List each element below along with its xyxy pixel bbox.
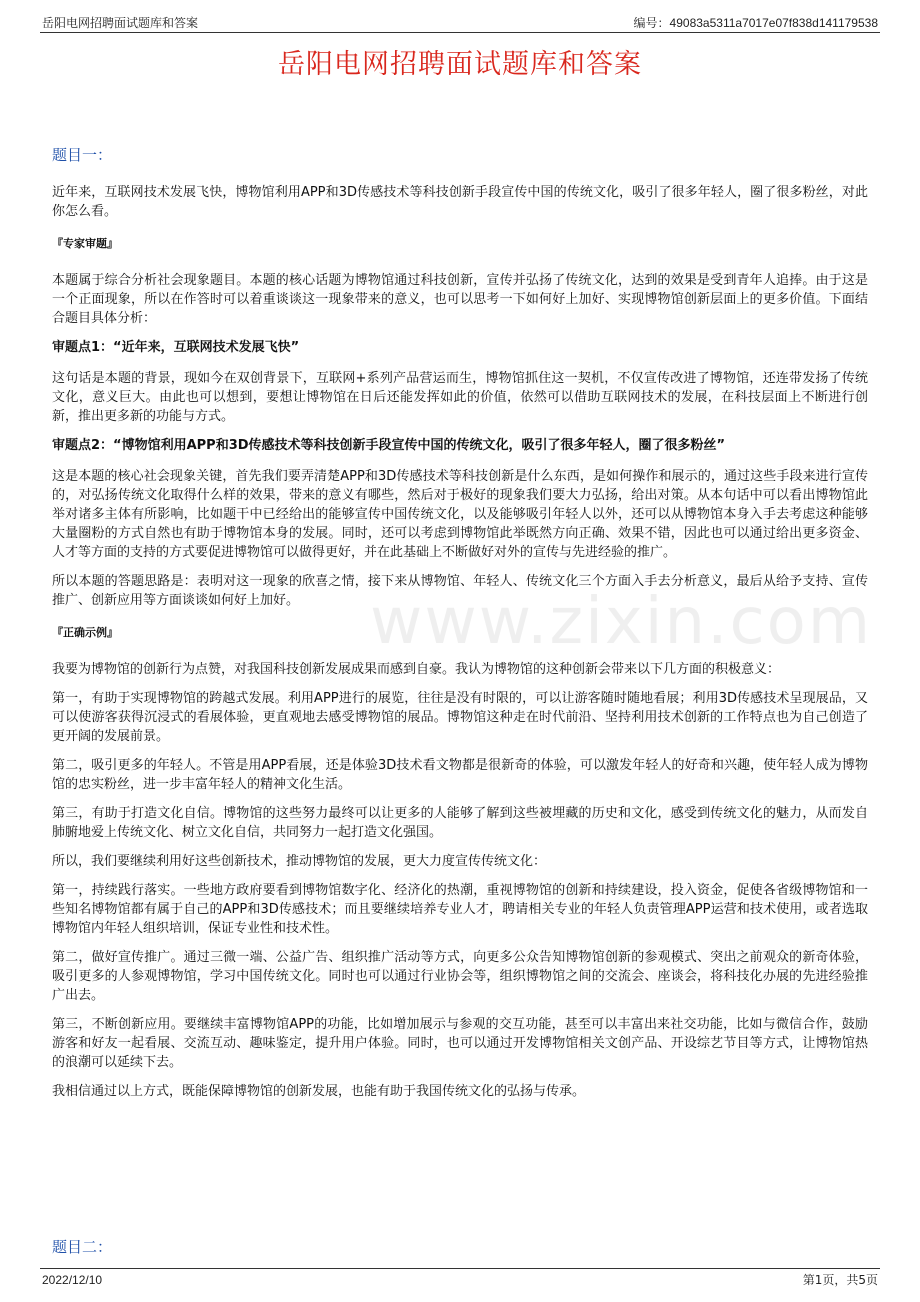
footer-date: 2022/12/10 [42,1273,103,1287]
example-paragraph: 第二，做好宣传推广。通过三微一端、公益广告、组织推广活动等方式，向更多公众告知博物馆创新的参观模式、突出之前观众的新奇体验，吸引更多的人参观博物馆，学习中国传统文化。同时也可以通过行业协会等，组织博物馆之间的交流会、座谈会，将科技化办展的先进经验推广出去。 [52,950,868,1003]
question-2-heading: 题目二： [52,1238,113,1256]
header-doc-number: 编号：49083a5311a7017e07f838d141179538 [633,16,878,30]
watermark-text: www.zixin.com [370,585,873,659]
answer-approach-summary: 所以本题的答题思路是：表明对这一现象的欣喜之情，接下来从博物馆、年轻人、传统文化三个方面入手去分析意义，最后从给予支持、宣传推广、创新应用等方面谈谈如何好上加好。 [52,574,868,608]
question-1-text: 近年来，互联网技术发展飞快，博物馆利用APP和3D传感技术等科技创新手段宣传中国的传统文化，吸引了很多年轻人，圈了很多粉丝，对此你怎么看。 [52,185,868,219]
correct-example-heading: 『正确示例』 [52,626,118,639]
review-point-2-text: 这是本题的核心社会现象关键，首先我们要弄清楚APP和3D传感技术等科技创新是什么东西，是如何操作和展示的，通过这些手段来进行宣传的，对弘扬传统文化取得什么样的效果，带来的意义有哪些，然后对于极好的现象我们要大力弘扬，给出对策。从本句话中可以看出博物馆此举对诸多主体有所影响，比如题干中已经给出的能够宣传中国传统文化，以及能够吸引年轻人以外，还可以从博物馆本身入手去考虑这种能够大量圈粉的方式自然也有助于博物馆本身的发展。同时，还可以考虑到博物馆此举既然方向正确、效果不错，因此也可以通过给出更多资金、人才等方面的支持的方式要促进博物馆可以做得更好，并在此基础上不断做好对外的宣传与先进经验的推广。 [52,469,868,560]
page-header [40,10,880,33]
review-point-2-title: 审题点2：“博物馆利用APP和3D传感技术等科技创新手段宣传中国的传统文化，吸引了很多年轻人，圈了很多粉丝” [52,438,726,453]
review-point-1-title: 审题点1：“近年来，互联网技术发展飞快” [52,340,300,355]
expert-intro: 本题属于综合分析社会现象题目。本题的核心话题为博物馆通过科技创新，宣传并弘扬了传统文化，达到的效果是受到青年人追捧。由于这是一个正面现象，所以在作答时可以着重谈谈这一现象带来的意义，也可以思考一下如何好上加好、实现博物馆创新层面上的更多价值。下面结合题目具体分析： [52,273,868,326]
example-paragraph: 第一，有助于实现博物馆的跨越式发展。利用APP进行的展览，往往是没有时限的，可以让游客随时随地看展；利用3D传感技术呈现展品，又可以使游客获得沉浸式的看展体验，更直观地去感受博物馆的展品。博物馆这种走在时代前沿、坚持利用技术创新的工作特点也为自己创造了更开阔的发展前景。 [52,691,868,744]
example-paragraph: 第二，吸引更多的年轻人。不管是用APP看展，还是体验3D技术看文物都是很新奇的体验，可以激发年轻人的好奇和兴趣，使年轻人成为博物馆的忠实粉丝，进一步丰富年轻人的精神文化生活。 [52,758,868,792]
footer-page-number: 第1页，共5页 [802,1273,878,1287]
question-1-heading: 题目一： [52,146,113,164]
document-title: 岳阳电网招聘面试题库和答案 [278,49,642,80]
header-doc-name: 岳阳电网招聘面试题库和答案 [42,16,199,30]
example-paragraph: 我要为博物馆的创新行为点赞，对我国科技创新发展成果而感到自豪。我认为博物馆的这种创新会带来以下几方面的积极意义： [52,662,781,677]
example-paragraph: 第三，有助于打造文化自信。博物馆的这些努力最终可以让更多的人能够了解到这些被埋藏的历史和文化，感受到传统文化的魅力，从而发自肺腑地爱上传统文化、树立文化自信，共同努力一起打造文化强国。 [52,806,868,840]
expert-review-heading: 『专家审题』 [52,237,118,250]
example-paragraph: 我相信通过以上方式，既能保障博物馆的创新发展，也能有助于我国传统文化的弘扬与传承。 [52,1084,586,1099]
example-paragraph: 第一，持续践行落实。一些地方政府要看到博物馆数字化、经济化的热潮，重视博物馆的创新和持续建设，投入资金，促使各省级博物馆和一些知名博物馆都有属于自己的APP和3D传感技术；而且要继续培养专业人才，聘请相关专业的年轻人负责管理APP运营和技术使用，或者选取博物馆内年轻人组织培训，保证专业性和技术性。 [52,883,868,936]
example-paragraph: 第三，不断创新应用。要继续丰富博物馆APP的功能，比如增加展示与参观的交互功能，甚至可以丰富出来社交功能，比如与微信合作，鼓励游客和好友一起看展、交流互动、趣味鉴定，提升用户体验。同时，也可以通过开发博物馆相关文创产品、开设综艺节目等方式，让博物馆热的浪潮可以延续下去。 [52,1017,868,1070]
page-footer [40,1268,880,1289]
review-point-1-text: 这句话是本题的背景，现如今在双创背景下，互联网+系列产品营运而生，博物馆抓住这一契机，不仅宣传改进了博物馆，还连带发扬了传统文化，意义巨大。由此也可以想到，要想让博物馆在日后还能发挥如此的价值，依然可以借助互联网技术的发展，在科技层面上不断进行创新，推出更多新的功能与方式。 [52,371,868,424]
document-body [52,144,868,1111]
example-paragraph: 所以，我们要继续利用好这些创新技术，推动博物馆的发展，更大力度宣传传统文化： [52,854,547,869]
